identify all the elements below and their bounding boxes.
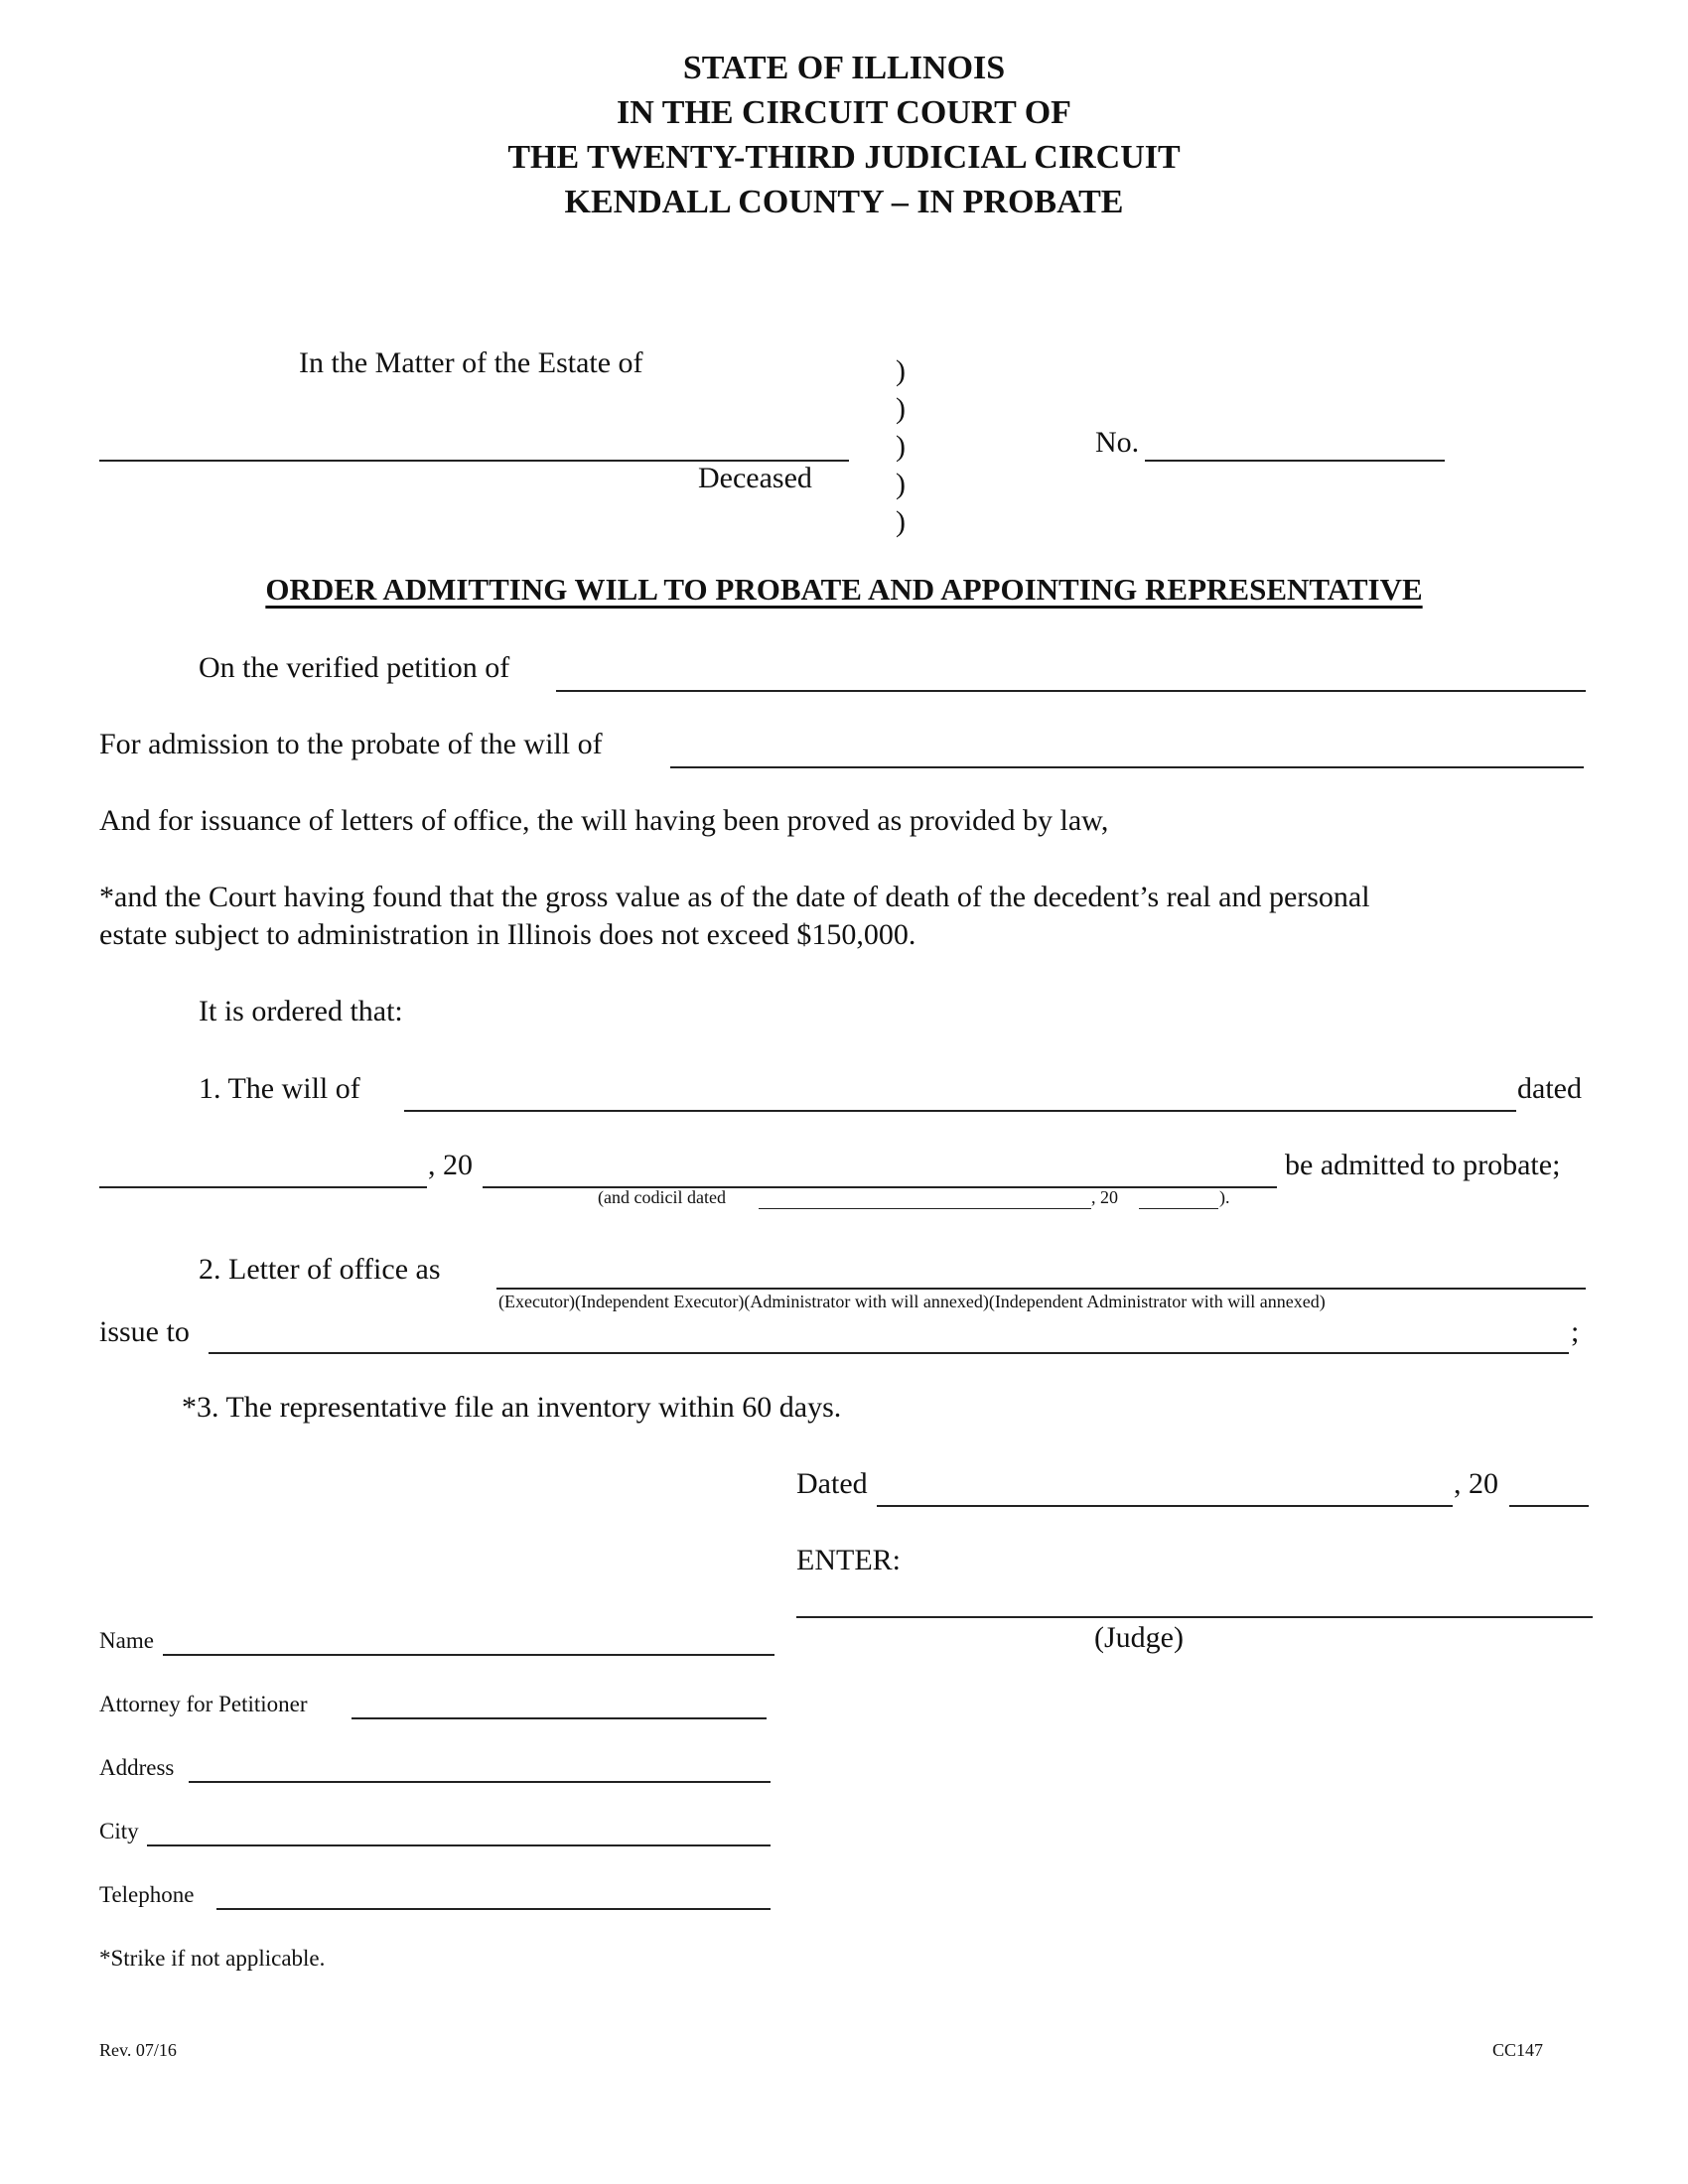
address-field[interactable] — [189, 1781, 771, 1783]
codicil-comma20: , 20 — [1091, 1187, 1118, 1207]
caption-paren: ) — [896, 354, 906, 387]
dated-comma20: , 20 — [1454, 1467, 1498, 1500]
codicil-label: (and codicil dated — [598, 1187, 726, 1207]
attorney-for-petitioner-field[interactable] — [352, 1717, 767, 1719]
dated-label: Dated — [796, 1467, 868, 1500]
item3-text: *3. The representative file an inventory within 60 days. — [182, 1391, 842, 1424]
deceased-label: Deceased — [698, 462, 812, 494]
footnote: *Strike if not applicable. — [99, 1946, 326, 1971]
codicil-end: ). — [1219, 1187, 1230, 1207]
codicil-year-field[interactable] — [1139, 1208, 1218, 1209]
will-of-field[interactable] — [670, 766, 1584, 768]
finding-line-1: *and the Court having found that the gross value as of the date of death of the decedent’s real and personal — [99, 881, 1370, 913]
case-no-field[interactable] — [1145, 460, 1445, 462]
form-number: CC147 — [1492, 2040, 1544, 2060]
codicil-date-field[interactable] — [759, 1208, 1091, 1209]
telephone-field[interactable] — [216, 1908, 771, 1910]
telephone-label: Telephone — [99, 1882, 195, 1907]
header-state: STATE OF ILLINOIS — [682, 50, 1006, 86]
order-title: ORDER ADMITTING WILL TO PROBATE AND APPOINTING REPRESENTATIVE — [265, 572, 1423, 607]
representative-field[interactable] — [209, 1352, 1569, 1354]
city-field[interactable] — [147, 1844, 771, 1846]
item1-dated: dated — [1517, 1072, 1582, 1105]
petition-label: On the verified petition of — [199, 651, 510, 684]
ordered-text: It is ordered that: — [199, 995, 403, 1027]
court-header — [0, 46, 1688, 224]
enter-label: ENTER: — [796, 1544, 901, 1576]
issue-to-end: ; — [1571, 1315, 1580, 1348]
attorney-label: Attorney for Petitioner — [99, 1692, 308, 1716]
order-date-field[interactable] — [877, 1505, 1453, 1507]
name-label: Name — [99, 1628, 154, 1653]
item1-admitted: be admitted to probate; — [1285, 1149, 1561, 1181]
city-label: City — [99, 1819, 139, 1843]
will-name-field[interactable] — [404, 1110, 1516, 1112]
attorney-name-field[interactable] — [163, 1654, 774, 1656]
petitioner-field[interactable] — [556, 690, 1586, 692]
will-date-field[interactable] — [99, 1186, 427, 1188]
finding-line-2: estate subject to administration in Illinois does not exceed $150,000. — [99, 918, 916, 951]
office-type-field[interactable] — [496, 1288, 1586, 1290]
address-label: Address — [99, 1755, 175, 1780]
order-year-field[interactable] — [1509, 1505, 1589, 1507]
office-options: (Executor)(Independent Executor)(Administrator with will annexed)(Independent Administrator with will annexed) — [498, 1292, 1326, 1311]
header-circuit: THE TWENTY-THIRD JUDICIAL CIRCUIT — [507, 139, 1181, 176]
judge-label: (Judge) — [1094, 1621, 1184, 1654]
item1-label: 1. The will of — [199, 1072, 360, 1105]
case-no-label: No. — [1095, 426, 1140, 459]
caption-paren: ) — [896, 392, 906, 425]
header-county: KENDALL COUNTY – IN PROBATE — [564, 184, 1124, 220]
header-court: IN THE CIRCUIT COURT OF — [617, 94, 1071, 131]
caption-paren: ) — [896, 468, 906, 500]
issue-to-label: issue to — [99, 1315, 190, 1348]
item2-label: 2. Letter of office as — [199, 1253, 441, 1286]
judge-signature-field[interactable] — [796, 1616, 1593, 1618]
matter-label: In the Matter of the Estate of — [299, 346, 643, 379]
revision-label: Rev. 07/16 — [99, 2040, 177, 2060]
caption-paren: ) — [896, 430, 906, 463]
letters-text: And for issuance of letters of office, the will having been proved as provided by law, — [99, 804, 1109, 837]
caption-paren: ) — [896, 505, 906, 538]
item1-comma20: , 20 — [428, 1149, 473, 1181]
probate-label: For admission to the probate of the will of — [99, 728, 603, 760]
